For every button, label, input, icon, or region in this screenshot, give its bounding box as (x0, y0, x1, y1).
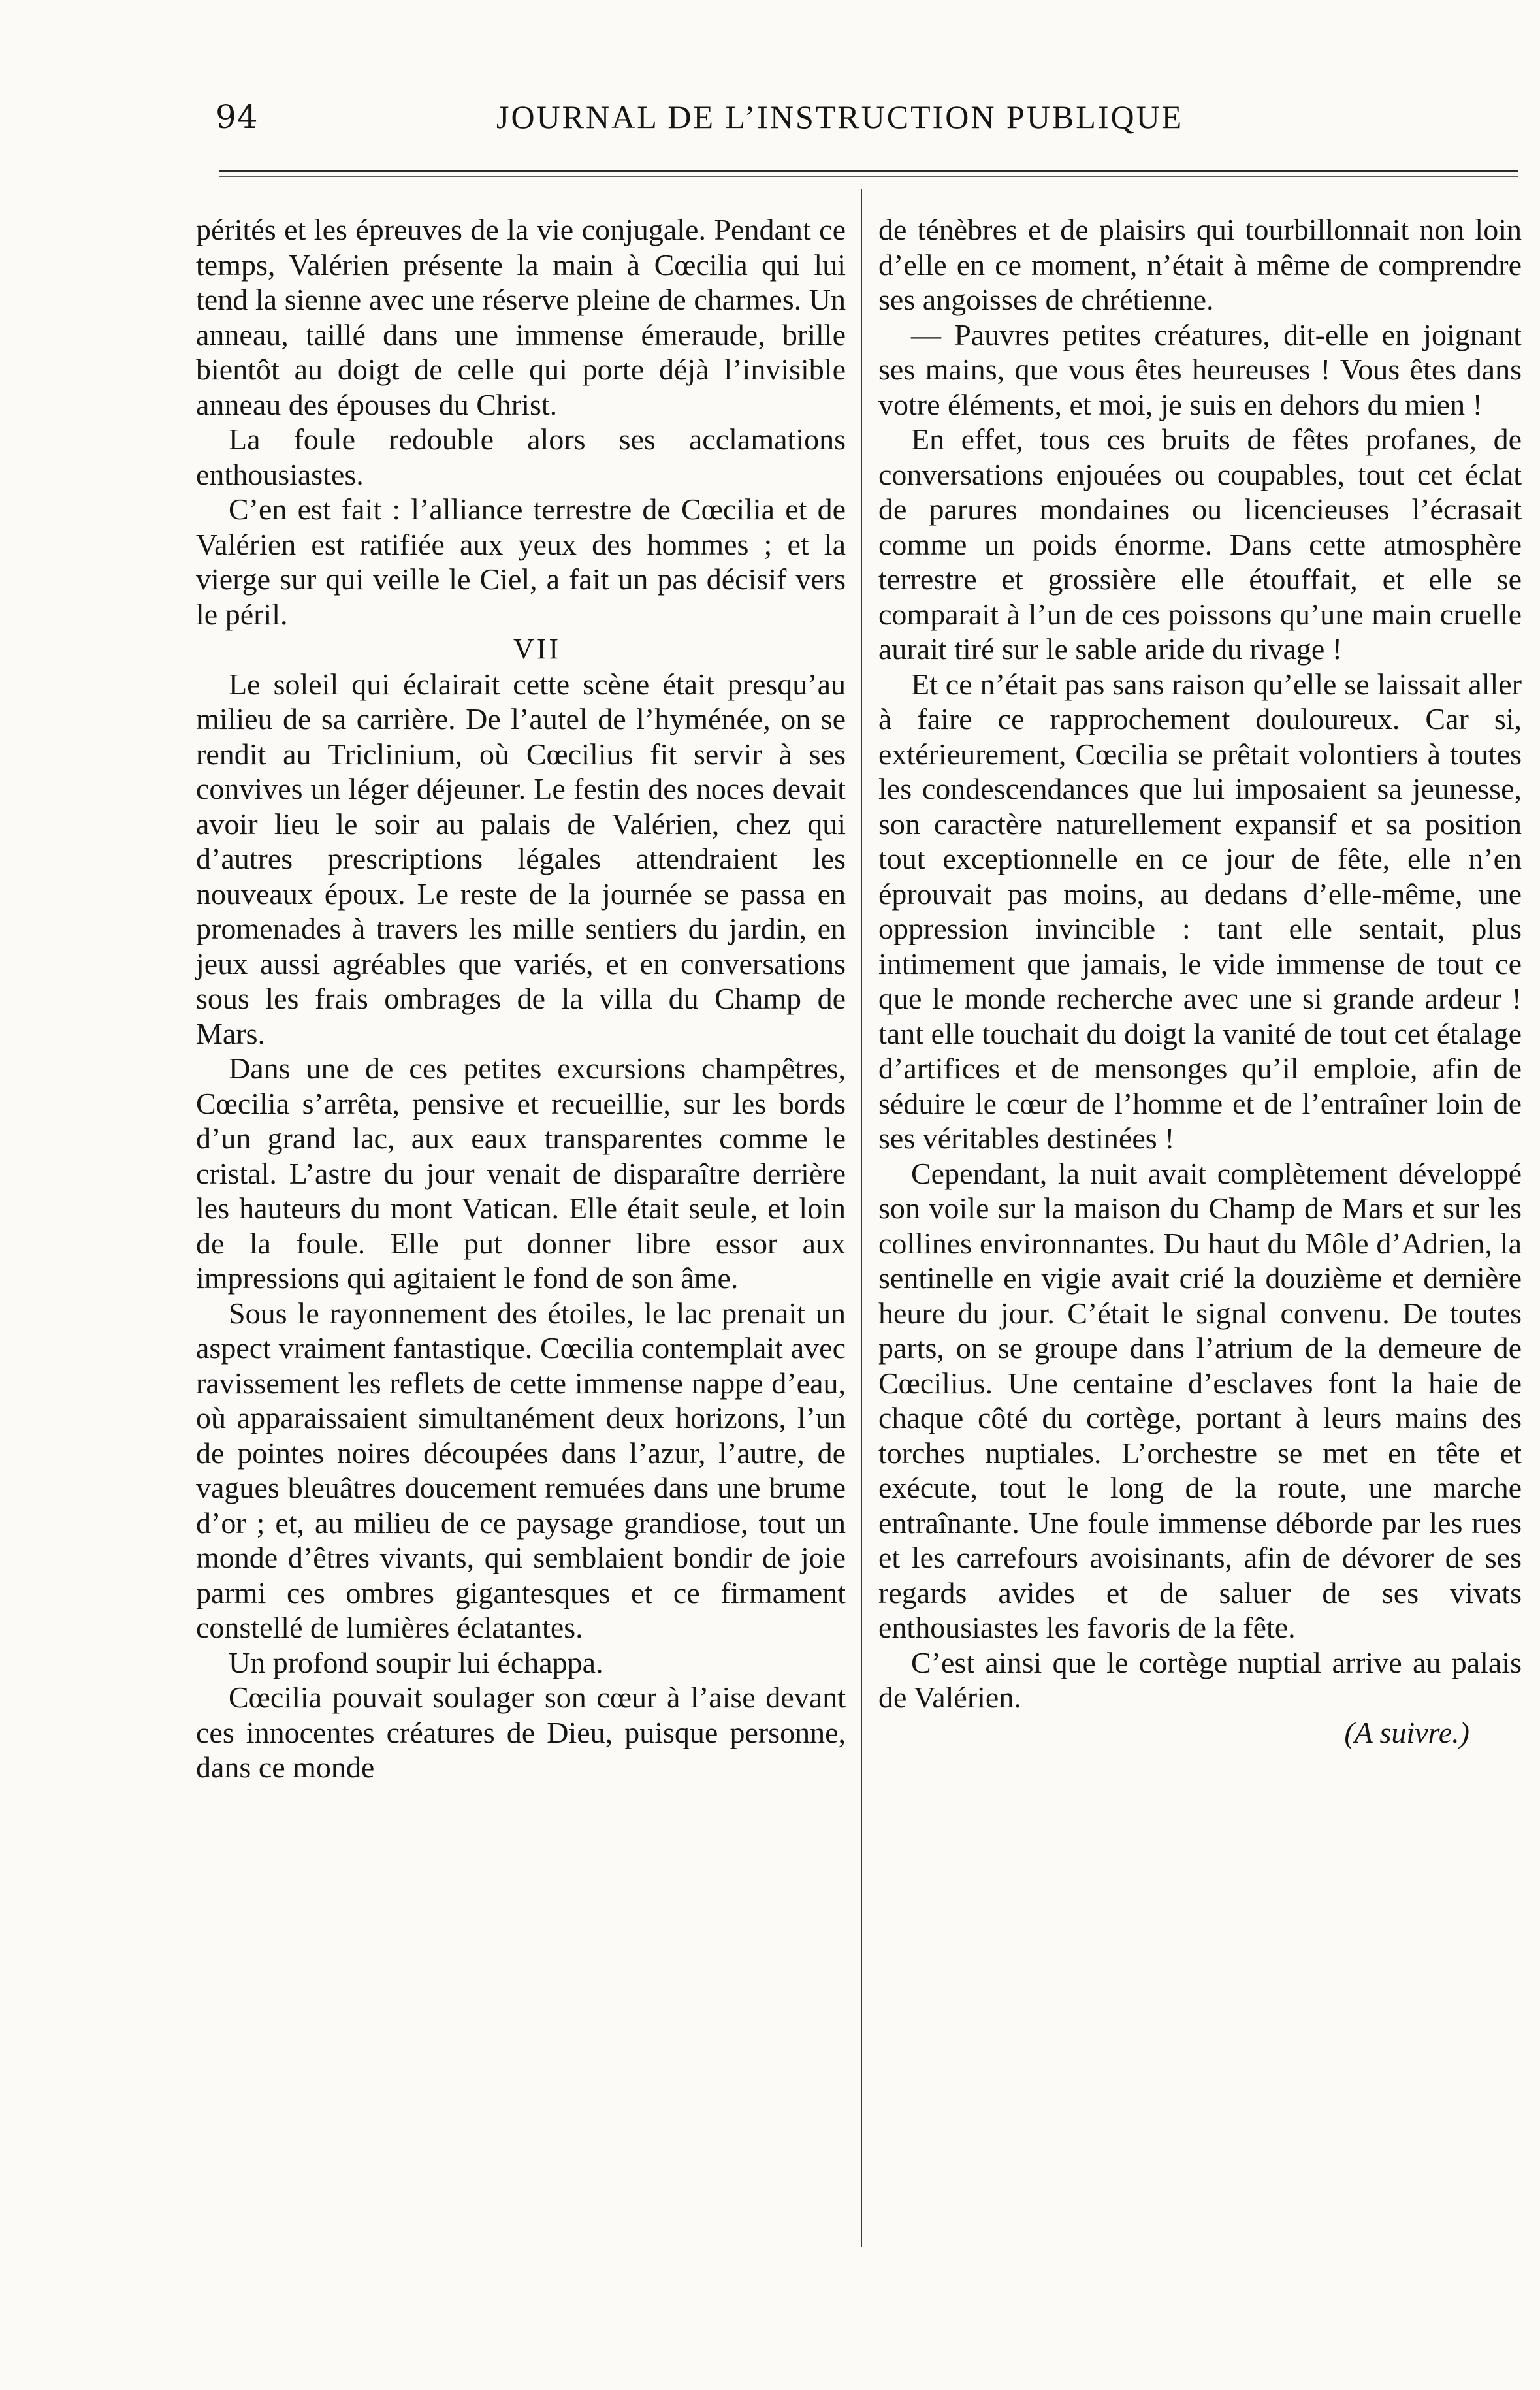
paragraph: C’est ainsi que le cortège nuptial arrive au palais de Valérien. (878, 1645, 1522, 1714)
right-column (878, 212, 1522, 1750)
paragraph: Et ce n’était pas sans raison qu’elle se laissait aller à faire ce rapprochement douloureux. Car si, extérieurement, Cœcilia se prêtait volontiers à toutes les condescendances que lui imposaient sa jeunesse, son caractère naturellement expansif et sa position tout exceptionnelle en ce jour de fête, elle n’en éprouvait pas moins, au dedans d’elle-même, une oppression invincible : tant elle sentait, plus intimement que jamais, le vide immense de tout ce que le monde recherche avec une si grande ardeur ! tant elle touchait du doigt la vanité de tout cet étalage d’artifices et de mensonges qu’il emploie, afin de séduire le cœur de l’homme et de l’entraîner loin de ses véritables destinées ! (878, 667, 1522, 1155)
paragraph: Cependant, la nuit avait complètement développé son voile sur la maison du Champ de Mars et sur les collines environnantes. Du haut du Môle d’Adrien, la sentinelle en vigie avait crié la douzième et dernière heure du jour. C’était le signal convenu. De toutes parts, on se groupe dans l’atrium de la demeure de Cœcilius. Une centaine d’esclaves font la haie de chaque côté du cortège, portant à leurs mains des torches nuptiales. L’orchestre se met en tête et exécute, tout le long de la route, une marche entraînante. Une foule immense déborde par les rues et les carrefours avoisinants, afin de dévorer de ses regards avides et de saluer de ses vivats enthousiastes les favoris de la fête. (878, 1156, 1522, 1644)
page-number: 94 (216, 98, 259, 136)
left-column (196, 212, 846, 1785)
page-header (216, 98, 1540, 157)
paragraph: Dans une de ces petites excursions champêtres, Cœcilia s’arrêta, pensive et recueillie, sur les bords d’un grand lac, aux eaux transparentes comme le cristal. L’astre du jour venait de disparaître derrière les hauteurs du mont Vatican. Elle était seule, et loin de la foule. Elle put donner libre essor aux impressions qui agitaient le fond de son âme. (196, 1052, 846, 1295)
paragraph: Le soleil qui éclairait cette scène était presqu’au milieu de sa carrière. De l’autel de l’hyménée, on se rendit au Triclinium, où Cœcilius fit servir à ses convives un léger déjeuner. Le festin des noces devait avoir lieu le soir au palais de Valérien, chez qui d’autres prescriptions légales attendraient les nouveaux époux. Le reste de la journée se passa en promenades à travers les mille sentiers du jardin, en jeux aussi agréables que variés, et en conversations sous les frais ombrages de la villa du Champ de Mars. (196, 667, 846, 1050)
paragraph: Sous le rayonnement des étoiles, le lac prenait un aspect vraiment fantastique. Cœcilia contemplait avec ravissement les reflets de cette immense nappe d’eau, où apparaissaient simultanément deux horizons, l’un de pointes noires découpées dans l’azur, l’autre, de vagues bleuâtres doucement remuées dans une brume d’or ; et, au milieu de ce paysage grandiose, tout un monde d’êtres vivants, qui semblaient bondir de joie parmi ces ombres gigantesques et ce firmament constellé de lumières éclatantes. (196, 1296, 846, 1644)
paragraph: La foule redouble alors ses acclamations enthousiastes. (196, 423, 846, 491)
paragraph: Cœcilia pouvait soulager son cœur à l’aise devant ces innocentes créatures de Dieu, puisque personne, dans ce monde (196, 1681, 846, 1784)
paragraph: Un profond soupir lui échappa. (229, 1645, 603, 1679)
header-rule (219, 170, 1518, 172)
paragraph: — Pauvres petites créatures, dit-elle en joignant ses mains, que vous êtes heureuses ! Vous êtes dans votre éléments, et moi, je suis en dehors du mien ! (878, 317, 1522, 421)
to-be-continued: (A suivre.) (1344, 1715, 1469, 1749)
header-rule-thin (219, 176, 1518, 177)
paragraph: pérités et les épreuves de la vie conjugale. Pendant ce temps, Valérien présente la main à Cœcilia qui lui tend la sienne avec une réserve pleine de charmes. Un anneau, taillé dans une immense émeraude, brille bientôt au doigt de celle qui porte déjà l’invisible anneau des épouses du Christ. (196, 213, 846, 421)
section-heading: VII (513, 633, 562, 665)
paragraph: de ténèbres et de plaisirs qui tourbillonnait non loin d’elle en ce moment, n’était à même de comprendre ses angoisses de chrétienne. (878, 213, 1522, 316)
paragraph: C’en est fait : l’alliance terrestre de Cœcilia et de Valérien est ratifiée aux yeux des hommes ; et la vierge sur qui veille le Ciel, a fait un pas décisif vers le péril. (196, 493, 846, 631)
column-divider (861, 189, 862, 2247)
paragraph: En effet, tous ces bruits de fêtes profanes, de conversations enjouées ou coupables, tout cet éclat de parures mondaines ou licencieuses l’écrasait comme un poids énorme. Dans cette atmosphère terrestre et grossière elle étouffait, et elle se comparait à l’un de ces poissons qu’une main cruelle aurait tiré sur le sable aride du rivage ! (878, 423, 1522, 666)
running-title: JOURNAL DE L’INSTRUCTION PUBLIQUE (496, 99, 1184, 135)
